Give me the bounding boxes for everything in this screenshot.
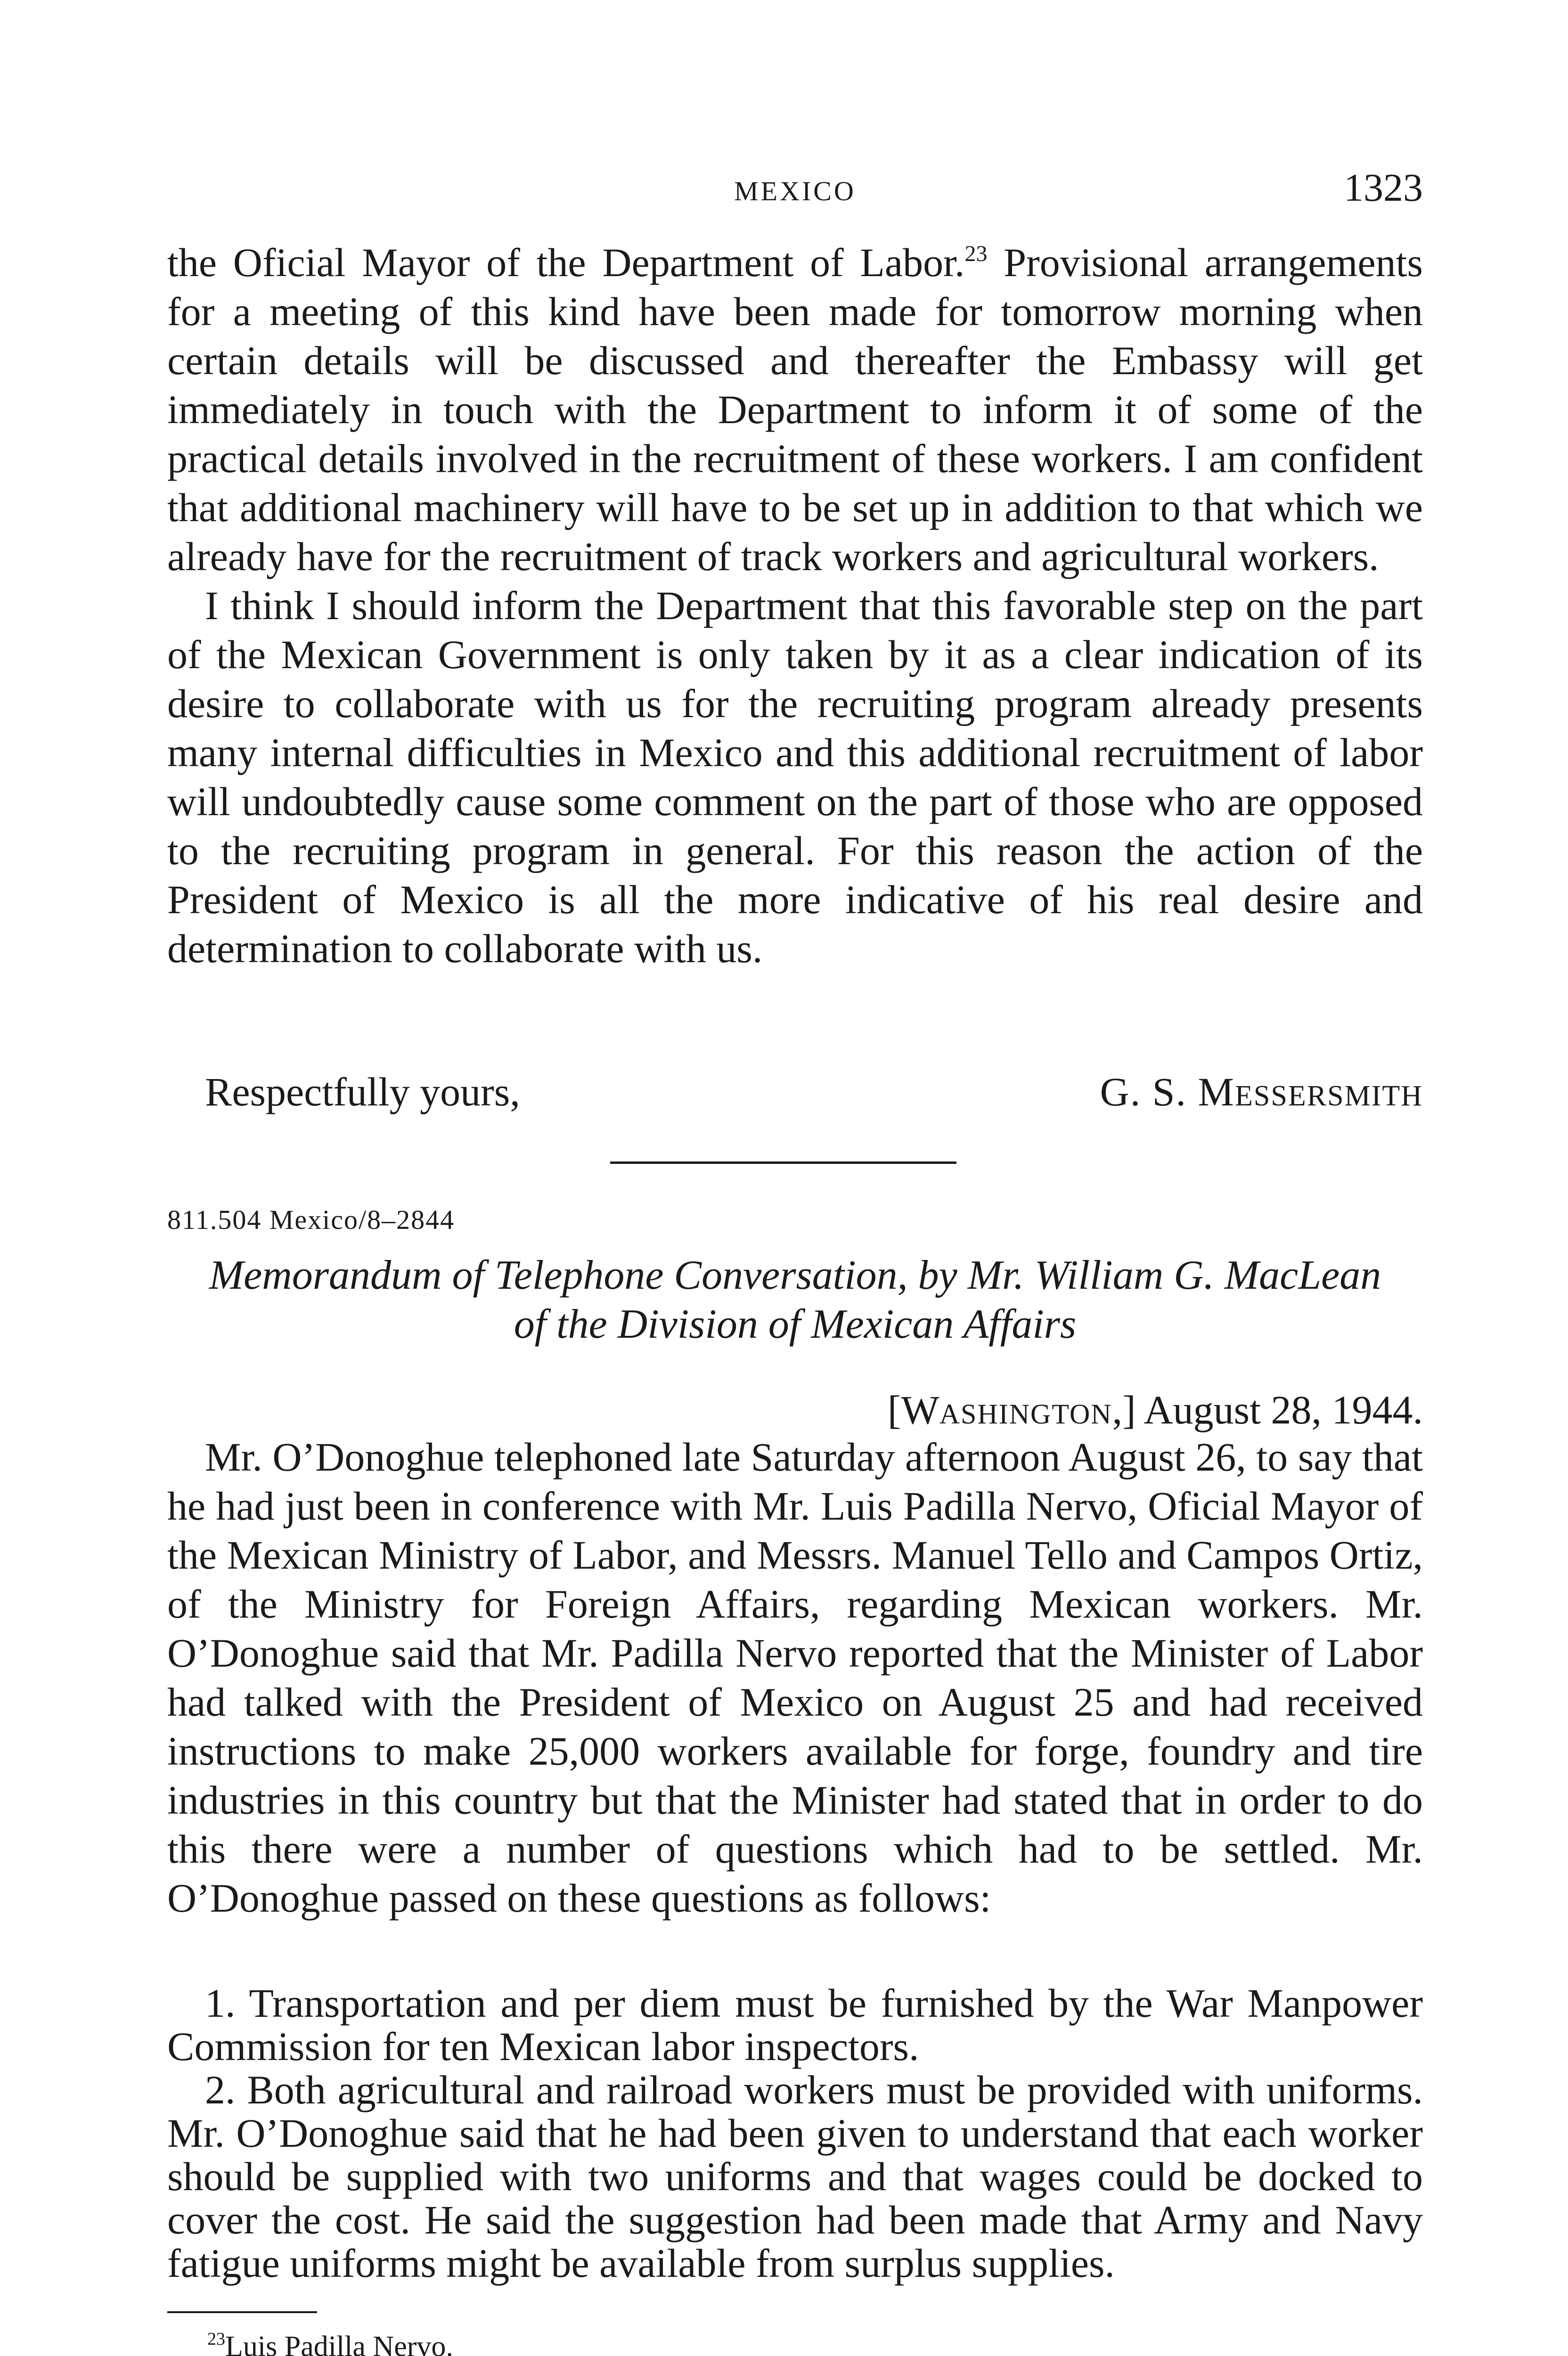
signature [1100, 1067, 1423, 1121]
dateline-date: ,] August 28, 1944. [1112, 1387, 1423, 1432]
memo-title-line: of the Division of Mexican Affairs [514, 1301, 1077, 1347]
paragraph-text: Provisional arrangements for a meeting of this kind have been made for tomorrow morning when certain details will be discussed and thereafter the Embassy will get immediately in touch with the Department to inform it of some of the practical details involved in the recruitment of these workers. I am confident that additional machinery will have to be set up in addition to that which we already have for the recruitment of track workers and agricultural workers. [167, 240, 1423, 579]
letter-body [167, 238, 1423, 973]
file-number: 811.504 Mexico/8–2844 [167, 1204, 455, 1235]
letter-signoff [205, 1067, 1423, 1121]
signature-initials: G. S. M [1100, 1069, 1235, 1114]
complimentary-closing: Respectfully yours, [205, 1069, 520, 1114]
paragraph-continuation [167, 238, 1423, 581]
memo-title-line: Memorandum of Telephone Conversation, by Mr. William G. MacLean [209, 1252, 1381, 1298]
page-header [167, 165, 1423, 221]
running-head: MEXICO [734, 176, 856, 206]
dateline-open: [W [887, 1387, 939, 1432]
section-separator [610, 1162, 956, 1164]
dateline [888, 1385, 1423, 1439]
memo-body [167, 1432, 1423, 1922]
paragraph-text: the Oficial Mayor of the Department of Labor. [167, 240, 965, 285]
paragraph: Mr. O’Donoghue telephoned late Saturday afternoon August 26, to say that he had just been in conference with Mr. Luis Padilla Nervo, Oficial Mayor of the Mexican Ministry of Labor, and Messrs. Manuel Tello and Campos Ortiz, of the Ministry for Foreign Affairs, regarding Mexican workers. Mr. O’Donoghue said that Mr. Padilla Nervo reported that the Minister of Labor had talked with the President of Mexico on August 25 and had received instructions to make 25,000 workers available for forge, foundry and tire industries in this country but that the Minister had stated that in order to do this there were a number of questions which had to be settled. Mr. O’Donoghue passed on these questions as follows: [167, 1434, 1423, 1921]
footnote [207, 2328, 453, 2356]
footnote-rule [167, 2311, 317, 2313]
list-item: 2. Both agricultural and railroad workers must be provided with uniforms. Mr. O’Donoghue said that he had been given to understand that each worker should be supplied with two uniforms and that wages could be docked to cover the cost. He said the suggestion had been made that Army and Navy fatigue uniforms might be available from surplus supplies. [167, 2067, 1423, 2286]
footnote-text: Luis Padilla Nervo. [225, 2331, 453, 2356]
signature-surname-rest: ESSERSMITH [1235, 1080, 1423, 1112]
list-item: 1. Transportation and per diem must be furnished by the War Manpower Commission for ten Mexican labor inspectors. [167, 1980, 1423, 2069]
memo-title [167, 1251, 1423, 1349]
numbered-list [167, 1981, 1423, 2285]
footnote-reference: 23 [964, 241, 988, 266]
paragraph: I think I should inform the Department that this favorable step on the part of the Mexican Government is only taken by it as a clear indication of its desire to collaborate with us for the recruiting program already presents many internal difficulties in Mexico and this additional recruitment of labor will undoubtedly cause some comment on the part of those who are opposed to the recruiting program in general. For this reason the action of the President of Mexico is all the more indicative of his real desire and determination to collaborate with us. [167, 583, 1423, 971]
footnote-mark: 23 [207, 2329, 225, 2349]
page-number: 1323 [1344, 166, 1423, 210]
dateline-place: ASHINGTON [939, 1399, 1112, 1430]
